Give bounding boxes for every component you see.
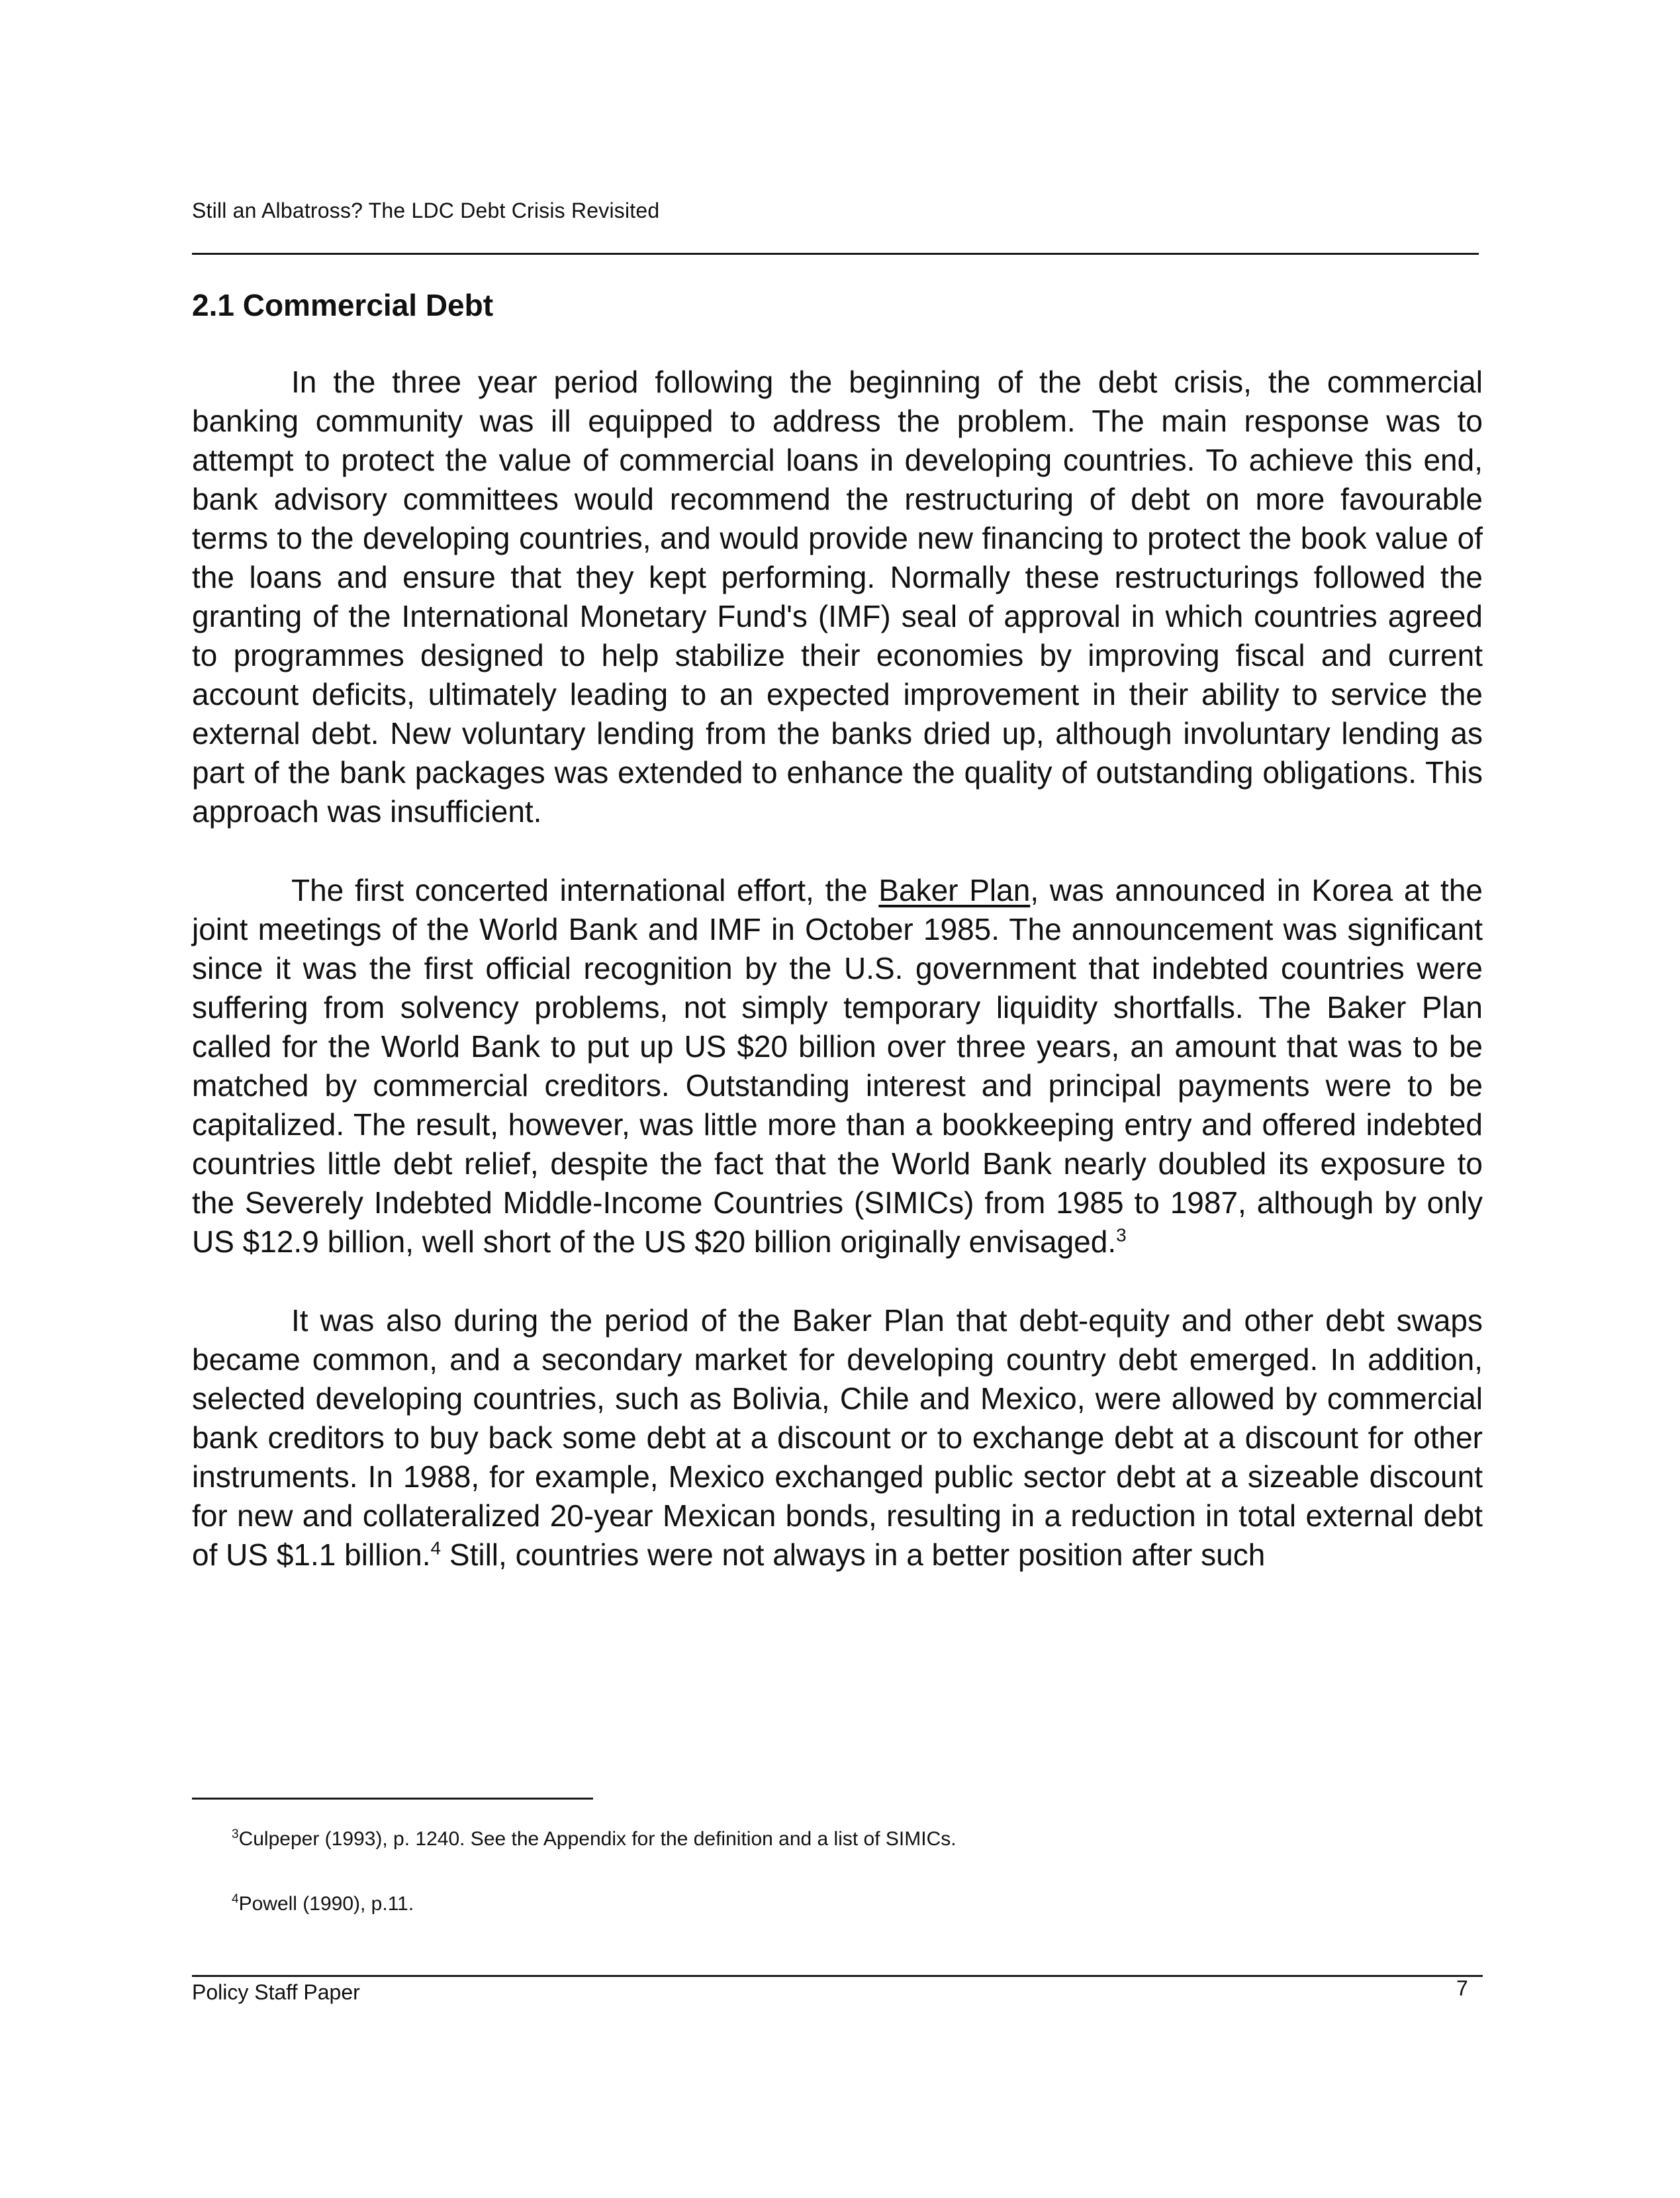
footnote-4-marker: 4 <box>232 1892 239 1906</box>
paragraph-3-text-start: It was also during the period of the Baker Plan that debt-equity and other debt swaps became common, and a secondary market for developing country debt emerged. In addition, selected developing countries, such as Bolivia, Chile and Mexico, were allowed by commercial bank creditors to buy back some debt at a discount or to exchange debt at a discount for other instruments. In 1988, for example, Mexico exchanged public sector debt at a sizeable discount for new and collateralized 20-year Mexican bonds, resulting in a reduction in total external debt of US $1.1 billion. <box>192 1303 1483 1572</box>
paragraph-2-text-start: The first concerted international effort, the <box>291 873 879 907</box>
footer-rule <box>192 1975 1483 1977</box>
paragraph-2-text-end: , was announced in Korea at the joint meetings of the World Bank and IMF in October 1985. The announcement was significant since it was the first official recognition by the U.S. government that indebted countries were suffering from solvency problems, not simply temporary liquidity shortfalls. The Baker Plan called for the World Bank to put up US $20 billion over three years, an amount that was to be matched by commercial creditors. Outstanding interest and principal payments were to be capitalized. The result, however, was little more than a bookkeeping entry and offered indebted countries little debt relief, despite the fact that the World Bank nearly doubled its exposure to the Severely Indebted Middle-Income Countries (SIMICs) from 1985 to 1987, although by only US $12.9 billion, well short of the US $20 billion originally envisaged. <box>192 873 1483 1259</box>
paragraph-3 <box>192 1301 1483 1575</box>
footnote-ref-3: 3 <box>1116 1224 1127 1246</box>
paragraph-3-text-end: Still, countries were not always in a better position after such <box>441 1537 1266 1572</box>
footnote-3-text: Culpeper (1993), p. 1240. See the Appendix for the definition and a list of SIMICs. <box>238 1828 957 1850</box>
footer-publication: Policy Staff Paper <box>192 1980 360 2004</box>
baker-plan-term: Baker Plan <box>878 873 1031 907</box>
footnote-rule <box>192 1798 593 1800</box>
paragraph-1: In the three year period following the beginning of the debt crisis, the commercial banking community was ill equipped to address the problem. The main response was to attempt to protect the value of commercial loans in developing countries. To achieve this end, bank advisory committees would recommend the restructuring of debt on more favourable terms to the developing countries, and would provide new financing to protect the book value of the loans and ensure that they kept performing. Normally these restructurings followed the granting of the International Monetary Fund's (IMF) seal of approval in which countries agreed to programmes designed to help stabilize their economies by improving fiscal and current account deficits, ultimately leading to an expected improvement in their ability to service the external debt. New voluntary lending from the banks dried up, although involuntary lending as part of the bank packages was extended to enhance the quality of outstanding obligations. This approach was insufficient. <box>192 365 1483 829</box>
body-text <box>192 363 1483 1614</box>
running-header: Still an Albatross? The LDC Debt Crisis Revisited <box>192 199 660 222</box>
footnote-3 <box>232 1828 957 1851</box>
page-number: 7 <box>1456 1976 1468 2000</box>
paragraph-2 <box>192 871 1483 1261</box>
section-title: 2.1 Commercial Debt <box>192 288 494 322</box>
footnote-4 <box>232 1893 414 1915</box>
footnote-ref-4: 4 <box>430 1537 442 1559</box>
footnote-4-text: Powell (1990), p.11. <box>238 1893 414 1915</box>
footnote-3-marker: 3 <box>232 1827 239 1841</box>
header-rule <box>192 253 1479 255</box>
